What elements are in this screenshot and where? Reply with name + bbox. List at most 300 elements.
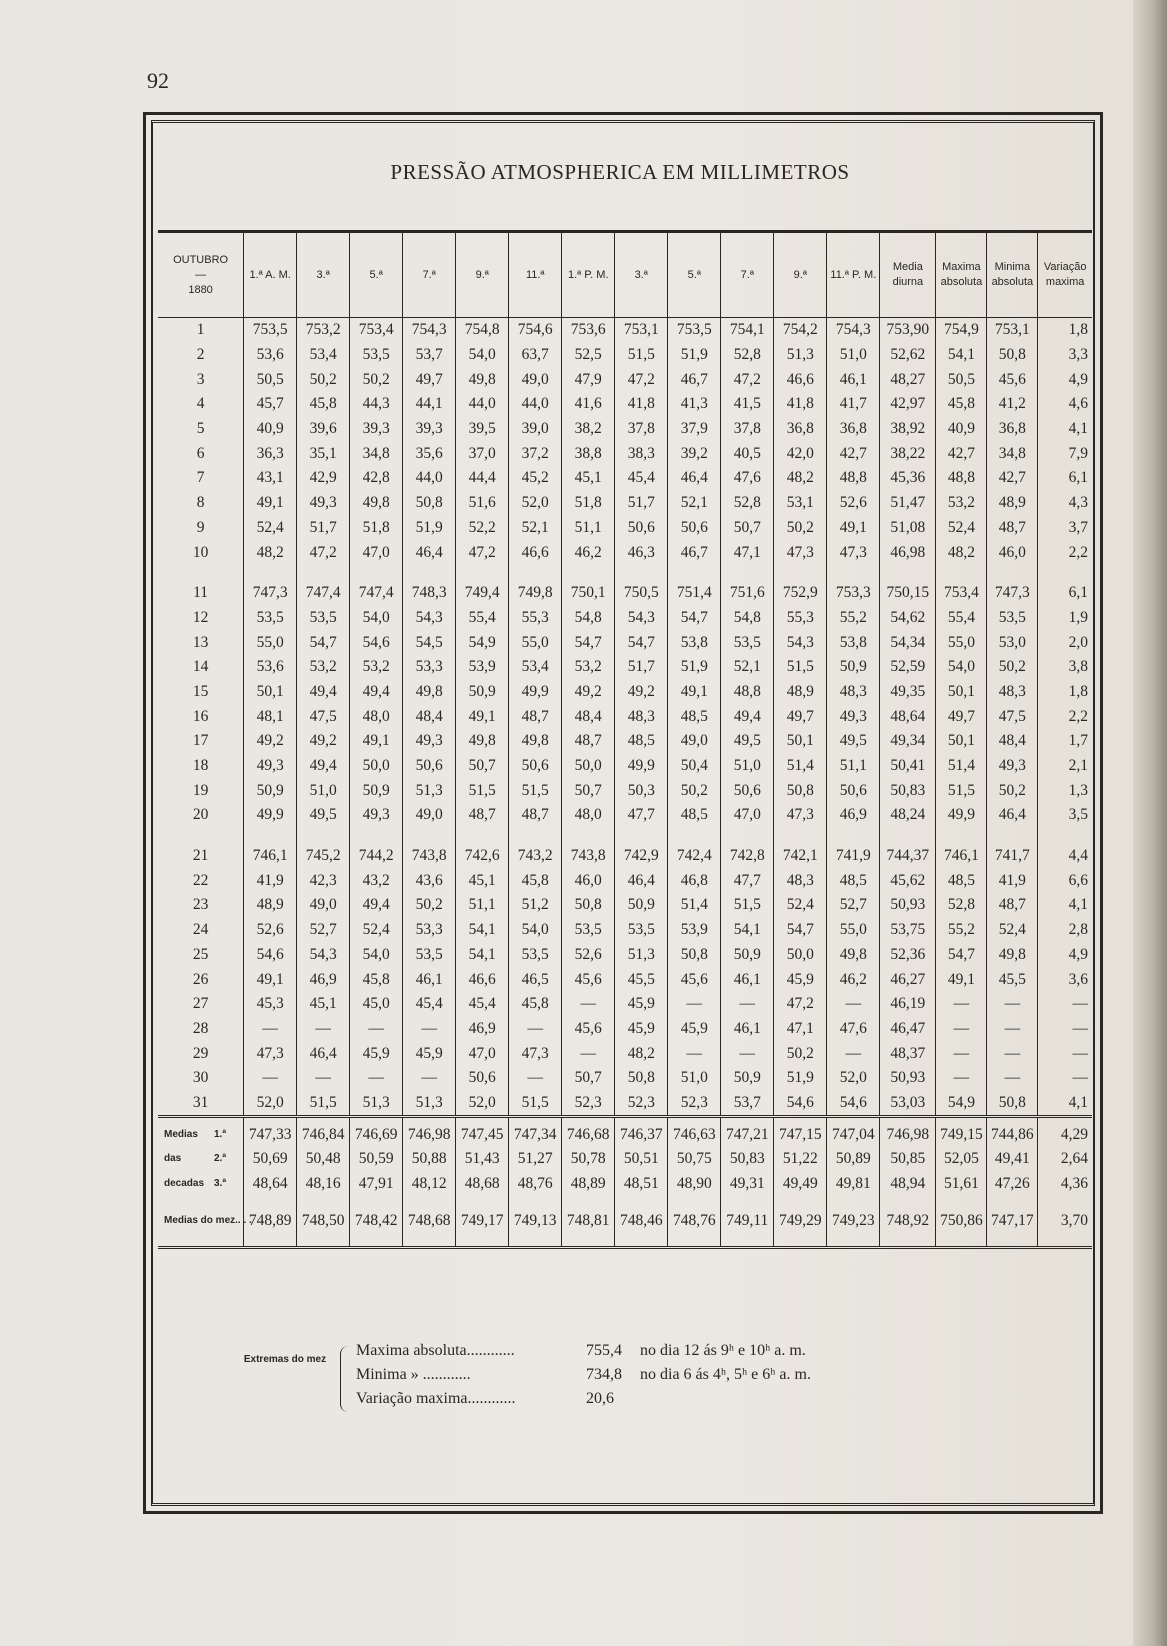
value-cell: 34,8 [350, 441, 403, 466]
value-cell: 50,7 [721, 516, 774, 541]
value-cell: 50,7 [562, 778, 615, 803]
value-cell: 44,0 [456, 392, 509, 417]
variation-cell: 1,7 [1038, 729, 1092, 754]
variation-cell: 4,6 [1038, 392, 1092, 417]
value-cell: 48,16 [297, 1172, 350, 1197]
value-cell: 53,5 [987, 606, 1038, 631]
value-cell: 36,8 [774, 417, 827, 442]
value-cell: 50,48 [297, 1147, 350, 1172]
decade-mean-label [158, 1147, 244, 1172]
value-cell: 750,86 [936, 1196, 987, 1248]
value-cell: 48,94 [880, 1172, 936, 1197]
value-cell: 49,8 [403, 680, 456, 705]
value-cell: 51,9 [774, 1066, 827, 1091]
value-cell: 746,69 [350, 1117, 403, 1147]
value-cell: 48,4 [987, 729, 1038, 754]
value-cell: 39,3 [350, 417, 403, 442]
table-row [158, 491, 1092, 516]
value-cell: 46,3 [615, 540, 668, 565]
value-cell: 53,03 [880, 1091, 936, 1117]
value-cell: 52,0 [827, 1066, 880, 1091]
value-cell: 49,9 [936, 803, 987, 828]
day-cell: 29 [192, 1044, 209, 1062]
value-cell: 46,2 [562, 540, 615, 565]
value-cell: 50,78 [562, 1147, 615, 1172]
value-cell: 754,3 [827, 318, 880, 343]
spacer-cell [774, 828, 827, 844]
value-cell: — [350, 1017, 403, 1042]
value-cell: 55,0 [936, 630, 987, 655]
value-cell: 47,9 [562, 367, 615, 392]
value-cell: 50,9 [721, 1066, 774, 1091]
value-cell: 50,2 [774, 1041, 827, 1066]
value-cell: 746,98 [880, 1117, 936, 1147]
value-cell: 48,8 [721, 680, 774, 705]
value-cell: 52,3 [615, 1091, 668, 1117]
value-cell: 50,9 [721, 943, 774, 968]
value-cell: 744,86 [987, 1117, 1038, 1147]
value-cell: 51,3 [615, 943, 668, 968]
variation-cell: 3,70 [1038, 1196, 1092, 1248]
header-hour: 1.ª P. M. [562, 232, 615, 318]
value-cell: 49,1 [827, 516, 880, 541]
value-cell: 49,8 [350, 491, 403, 516]
header-variacao-maxima: Variação maxima [1038, 232, 1092, 318]
value-cell: 49,2 [562, 680, 615, 705]
table-row [158, 729, 1092, 754]
header-hour: 1.ª A. M. [244, 232, 297, 318]
value-cell: 50,69 [244, 1147, 297, 1172]
spacer-cell [403, 828, 456, 844]
value-cell: 46,4 [615, 868, 668, 893]
value-cell: 48,8 [827, 466, 880, 491]
value-cell: 50,8 [562, 893, 615, 918]
value-cell: 38,92 [880, 417, 936, 442]
value-cell: 750,15 [880, 581, 936, 606]
value-cell: 49,4 [297, 680, 350, 705]
value-cell: 52,0 [456, 1091, 509, 1117]
variation-cell: 2,2 [1038, 704, 1092, 729]
value-cell: 53,8 [668, 630, 721, 655]
value-cell: 41,6 [562, 392, 615, 417]
value-cell: — [827, 992, 880, 1017]
value-cell: 54,7 [774, 918, 827, 943]
value-cell: 744,2 [350, 844, 403, 869]
table-row [158, 516, 1092, 541]
value-cell: 753,3 [827, 581, 880, 606]
value-cell: — [987, 1017, 1038, 1042]
value-cell: 48,8 [936, 466, 987, 491]
value-cell: 51,8 [350, 516, 403, 541]
value-cell: 46,0 [562, 868, 615, 893]
value-cell: 55,2 [936, 918, 987, 943]
value-cell: 52,59 [880, 655, 936, 680]
value-cell: 53,4 [297, 343, 350, 368]
value-cell: 749,11 [721, 1196, 774, 1248]
value-cell: 754,8 [456, 318, 509, 343]
value-cell: 50,1 [936, 729, 987, 754]
value-cell: 55,3 [509, 606, 562, 631]
value-cell: 46,47 [880, 1017, 936, 1042]
value-cell: 753,90 [880, 318, 936, 343]
value-cell: 48,2 [244, 540, 297, 565]
day-cell: 31 [192, 1093, 209, 1111]
value-cell: 46,1 [403, 967, 456, 992]
value-cell: 48,76 [509, 1172, 562, 1197]
spacer-cell [1038, 828, 1092, 844]
decade-spacer [158, 565, 1092, 581]
spacer-cell [509, 565, 562, 581]
value-cell: 52,0 [509, 491, 562, 516]
value-cell: 54,1 [456, 943, 509, 968]
value-cell: 46,4 [987, 803, 1038, 828]
pressure-table [158, 230, 1092, 1249]
value-cell: 51,5 [509, 1091, 562, 1117]
value-cell: 45,9 [403, 1041, 456, 1066]
value-cell: 48,5 [668, 803, 721, 828]
day-cell: 1 [196, 321, 205, 339]
value-cell: 47,26 [987, 1172, 1038, 1197]
header-maxima-absoluta: Maxima absoluta [936, 232, 987, 318]
value-cell: 747,21 [721, 1117, 774, 1147]
value-cell: 47,2 [456, 540, 509, 565]
value-cell: 45,4 [615, 466, 668, 491]
value-cell: 49,3 [350, 803, 403, 828]
table-row [158, 392, 1092, 417]
value-cell: 50,2 [297, 367, 350, 392]
table-row [158, 417, 1092, 442]
value-cell: 46,98 [880, 540, 936, 565]
value-cell: 55,0 [244, 630, 297, 655]
value-cell: 48,3 [774, 868, 827, 893]
variation-cell: 1,9 [1038, 606, 1092, 631]
value-cell: 50,8 [668, 943, 721, 968]
spacer-cell [158, 828, 244, 844]
value-cell: 52,6 [827, 491, 880, 516]
value-cell: 752,9 [774, 581, 827, 606]
value-cell: 45,0 [350, 992, 403, 1017]
value-cell: 63,7 [509, 343, 562, 368]
value-cell: 54,9 [936, 1091, 987, 1117]
table-row [158, 943, 1092, 968]
value-cell: — [827, 1041, 880, 1066]
value-cell: 54,3 [297, 943, 350, 968]
variation-cell: 3,8 [1038, 655, 1092, 680]
table-header-row [158, 232, 1092, 318]
value-cell: 48,4 [562, 704, 615, 729]
value-cell: 54,0 [936, 655, 987, 680]
value-cell: 50,3 [615, 778, 668, 803]
table-row [158, 868, 1092, 893]
value-cell: 51,7 [297, 516, 350, 541]
variation-cell: 2,64 [1038, 1147, 1092, 1172]
value-cell: 49,0 [509, 367, 562, 392]
value-cell: 49,8 [509, 729, 562, 754]
value-cell: 54,3 [403, 606, 456, 631]
value-cell: 45,9 [615, 992, 668, 1017]
value-cell: 54,9 [456, 630, 509, 655]
value-cell: 45,4 [403, 992, 456, 1017]
value-cell: 50,51 [615, 1147, 668, 1172]
day-cell: 19 [192, 781, 209, 799]
day-cell: 3 [196, 370, 205, 388]
header-hour: 7.ª [403, 232, 456, 318]
value-cell: 746,1 [244, 844, 297, 869]
header-hour: 5.ª [668, 232, 721, 318]
value-cell: 53,2 [297, 655, 350, 680]
value-cell: 747,34 [509, 1117, 562, 1147]
value-cell: 42,9 [297, 466, 350, 491]
value-cell: 50,9 [456, 680, 509, 705]
value-cell: 750,1 [562, 581, 615, 606]
value-cell: 50,83 [880, 778, 936, 803]
value-cell: 48,2 [936, 540, 987, 565]
value-cell: 46,8 [668, 868, 721, 893]
value-cell: 49,1 [668, 680, 721, 705]
value-cell: 47,2 [774, 992, 827, 1017]
value-cell: 51,5 [936, 778, 987, 803]
value-cell: 51,5 [615, 343, 668, 368]
spacer-cell [1038, 565, 1092, 581]
value-cell: 51,7 [615, 655, 668, 680]
value-cell: 38,22 [880, 441, 936, 466]
table-row [158, 655, 1092, 680]
value-cell: 45,1 [297, 992, 350, 1017]
extreme-note: no dia 6 ás 4ʰ, 5ʰ e 6ʰ a. m. [640, 1366, 811, 1383]
value-cell: 49,9 [509, 680, 562, 705]
value-cell: 50,93 [880, 893, 936, 918]
value-cell: 52,36 [880, 943, 936, 968]
value-cell: 50,7 [456, 754, 509, 779]
day-cell: 12 [192, 608, 209, 626]
value-cell: 53,9 [456, 655, 509, 680]
variation-cell: 3,6 [1038, 967, 1092, 992]
variation-cell: 1,8 [1038, 318, 1092, 343]
variation-cell: 1,8 [1038, 680, 1092, 705]
value-cell: 53,0 [987, 630, 1038, 655]
value-cell: 48,5 [668, 704, 721, 729]
value-cell: 47,1 [774, 1017, 827, 1042]
value-cell: 49,0 [668, 729, 721, 754]
value-cell: 47,2 [721, 367, 774, 392]
extreme-row-variation [356, 1388, 640, 1410]
value-cell: 50,8 [987, 1091, 1038, 1117]
value-cell: 46,1 [721, 967, 774, 992]
value-cell: — [244, 1066, 297, 1091]
value-cell: 753,4 [936, 581, 987, 606]
value-cell: 41,2 [987, 392, 1038, 417]
value-cell: 49,3 [297, 491, 350, 516]
value-cell: 49,3 [244, 754, 297, 779]
spacer-cell [880, 828, 936, 844]
day-cell: 6 [196, 444, 205, 462]
value-cell: 748,50 [297, 1196, 350, 1248]
variation-cell: 4,9 [1038, 367, 1092, 392]
value-cell: 55,4 [456, 606, 509, 631]
value-cell: 54,7 [562, 630, 615, 655]
extreme-name: Minima » ............ [356, 1366, 471, 1383]
table-row [158, 680, 1092, 705]
decade-spacer [158, 828, 1092, 844]
value-cell: 747,33 [244, 1117, 297, 1147]
value-cell: 754,9 [936, 318, 987, 343]
table-row [158, 606, 1092, 631]
value-cell: 45,6 [668, 967, 721, 992]
value-cell: 50,9 [244, 778, 297, 803]
value-cell: 51,4 [668, 893, 721, 918]
day-cell: 27 [192, 995, 209, 1013]
table-row [158, 1017, 1092, 1042]
value-cell: 40,5 [721, 441, 774, 466]
value-cell: 47,1 [721, 540, 774, 565]
header-hour: 3.ª [297, 232, 350, 318]
value-cell: 37,0 [456, 441, 509, 466]
spacer-cell [350, 828, 403, 844]
value-cell: 46,2 [827, 967, 880, 992]
table-row [158, 466, 1092, 491]
value-cell: 50,59 [350, 1147, 403, 1172]
value-cell: 47,7 [615, 803, 668, 828]
value-cell: 54,62 [880, 606, 936, 631]
value-cell: 747,3 [244, 581, 297, 606]
value-cell: 54,7 [668, 606, 721, 631]
table-row [158, 754, 1092, 779]
value-cell: — [987, 1041, 1038, 1066]
value-cell: 47,3 [509, 1041, 562, 1066]
value-cell: 742,6 [456, 844, 509, 869]
value-cell: 48,7 [987, 893, 1038, 918]
value-cell: 49,7 [403, 367, 456, 392]
value-cell: — [350, 1066, 403, 1091]
value-cell: 48,5 [615, 729, 668, 754]
value-cell: 49,9 [615, 754, 668, 779]
value-cell: 743,2 [509, 844, 562, 869]
value-cell: 45,4 [456, 992, 509, 1017]
value-cell: 753,4 [350, 318, 403, 343]
value-cell: 39,0 [509, 417, 562, 442]
value-cell: 53,5 [403, 943, 456, 968]
value-cell: 50,6 [668, 516, 721, 541]
value-cell: — [721, 992, 774, 1017]
value-cell: 45,5 [987, 967, 1038, 992]
day-cell: 8 [196, 494, 205, 512]
value-cell: 51,08 [880, 516, 936, 541]
extreme-name: Maxima absoluta............ [356, 1342, 515, 1359]
value-cell: 53,5 [509, 943, 562, 968]
value-cell: 50,83 [721, 1147, 774, 1172]
value-cell: — [936, 1041, 987, 1066]
value-cell: 49,3 [827, 704, 880, 729]
value-cell: 37,9 [668, 417, 721, 442]
value-cell: 42,7 [936, 441, 987, 466]
value-cell: 54,1 [721, 918, 774, 943]
day-cell: 26 [192, 970, 209, 988]
value-cell: 54,6 [350, 630, 403, 655]
spacer-cell [615, 565, 668, 581]
value-cell: 49,35 [880, 680, 936, 705]
value-cell: 44,3 [350, 392, 403, 417]
value-cell: 747,4 [350, 581, 403, 606]
value-cell: 49,5 [827, 729, 880, 754]
value-cell: 49,4 [721, 704, 774, 729]
value-cell: 50,1 [936, 680, 987, 705]
value-cell: 41,3 [668, 392, 721, 417]
value-cell: 50,2 [350, 367, 403, 392]
value-cell: 45,36 [880, 466, 936, 491]
value-cell: 50,9 [615, 893, 668, 918]
header-dash: — [195, 268, 207, 281]
value-cell: 49,7 [774, 704, 827, 729]
value-cell: 52,4 [936, 516, 987, 541]
day-cell: 15 [192, 682, 209, 700]
value-cell: 51,3 [350, 1091, 403, 1117]
value-cell: 45,3 [244, 992, 297, 1017]
value-cell: 47,5 [297, 704, 350, 729]
decade-mean-label [158, 1172, 244, 1197]
value-cell: 54,0 [509, 918, 562, 943]
value-cell: 42,0 [774, 441, 827, 466]
value-cell: 753,5 [244, 318, 297, 343]
value-cell: 52,2 [456, 516, 509, 541]
value-cell: 50,6 [827, 778, 880, 803]
value-cell: 49,1 [244, 967, 297, 992]
day-cell: 13 [192, 633, 209, 651]
variation-cell: 6,1 [1038, 581, 1092, 606]
value-cell: 753,1 [615, 318, 668, 343]
value-cell: 52,4 [350, 918, 403, 943]
value-cell: 51,6 [456, 491, 509, 516]
value-cell: 53,2 [936, 491, 987, 516]
spacer-cell [158, 565, 244, 581]
value-cell: 39,2 [668, 441, 721, 466]
value-cell: 51,22 [774, 1147, 827, 1172]
value-cell: 53,8 [827, 630, 880, 655]
value-cell: — [509, 1017, 562, 1042]
value-cell: 53,7 [721, 1091, 774, 1117]
value-cell: 38,2 [562, 417, 615, 442]
day-cell: 2 [196, 346, 205, 364]
value-cell: 45,6 [987, 367, 1038, 392]
value-cell: 51,4 [936, 754, 987, 779]
value-cell: 50,0 [562, 754, 615, 779]
value-cell: 46,6 [509, 540, 562, 565]
value-cell: 50,75 [668, 1147, 721, 1172]
value-cell: 747,17 [987, 1196, 1038, 1248]
value-cell: 50,93 [880, 1066, 936, 1091]
value-cell: 54,0 [350, 606, 403, 631]
value-cell: 51,5 [721, 893, 774, 918]
page-number: 92 [147, 68, 169, 93]
value-cell: 50,1 [774, 729, 827, 754]
value-cell: 50,2 [987, 778, 1038, 803]
day-cell: 22 [192, 871, 209, 889]
value-cell: 53,2 [350, 655, 403, 680]
value-cell: 48,4 [403, 704, 456, 729]
header-month-year [158, 232, 244, 318]
spacer-cell [562, 565, 615, 581]
page-title: PRESSÃO ATMOSPHERICA EM MILLIMETROS [390, 160, 850, 184]
value-cell: 51,0 [297, 778, 350, 803]
variation-cell: 2,8 [1038, 918, 1092, 943]
table-row [158, 318, 1092, 343]
day-cell: 7 [196, 469, 205, 487]
value-cell: 751,6 [721, 581, 774, 606]
value-cell: 53,3 [403, 655, 456, 680]
value-cell: 46,7 [668, 540, 721, 565]
header-month: OUTUBRO [173, 253, 229, 266]
extreme-name: Variação maxima............ [356, 1390, 516, 1407]
value-cell: 51,4 [774, 754, 827, 779]
